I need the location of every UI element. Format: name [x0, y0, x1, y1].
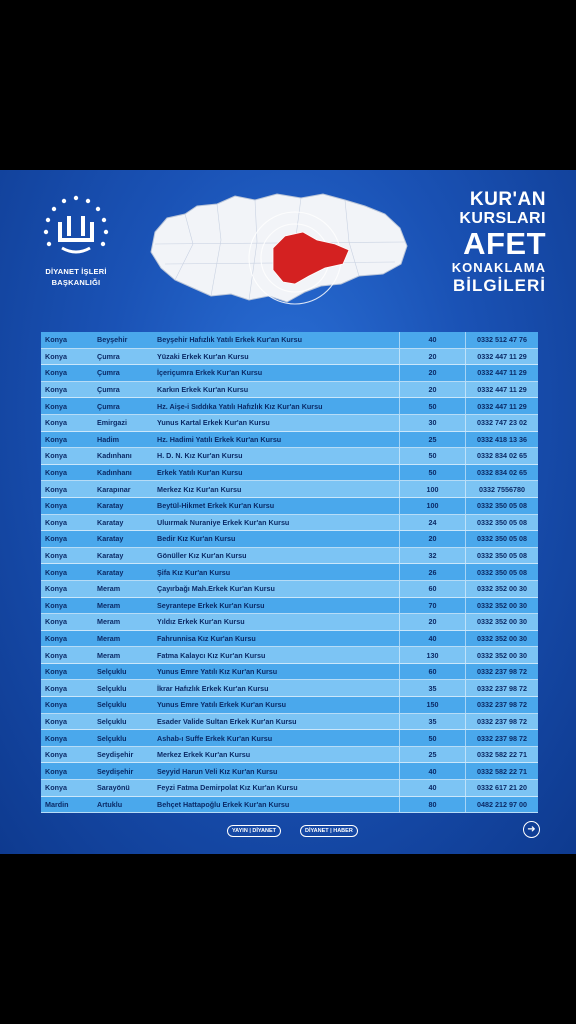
course-name-cell: İkrar Hafızlık Erkek Kur'an Kursu: [153, 680, 400, 696]
capacity-cell: 150: [400, 697, 466, 713]
turkey-map-icon: [145, 184, 413, 314]
district-cell: Meram: [97, 600, 121, 610]
capacity-cell: 35: [400, 680, 466, 696]
table-row: [41, 398, 538, 415]
city-cell: Konya: [45, 351, 67, 361]
district-cell: Hadim: [97, 434, 119, 444]
district-cell: Çumra: [97, 385, 120, 395]
district-cell: Çumra: [97, 368, 120, 378]
district-cell: Sarayönü: [97, 783, 130, 793]
city-cell: Konya: [45, 434, 67, 444]
course-name-cell: Yunus Kartal Erkek Kur'an Kursu: [153, 415, 400, 431]
city-cell: Mardin: [45, 799, 69, 809]
phone-cell: 0332 350 05 08: [477, 501, 527, 511]
city-cell: Konya: [45, 667, 67, 677]
course-name-cell: Uluırmak Nuraniye Erkek Kur'an Kursu: [153, 515, 400, 531]
course-name-cell: Yıldız Erkek Kur'an Kursu: [153, 614, 400, 630]
capacity-cell: 40: [400, 780, 466, 796]
district-cell: Meram: [97, 584, 121, 594]
phone-cell: 0332 352 00 30: [477, 600, 527, 610]
table-row: [41, 415, 538, 432]
capacity-cell: 20: [400, 531, 466, 547]
course-name-cell: Feyzi Fatma Demirpolat Kız Kur'an Kursu: [153, 780, 400, 796]
org-line-2: BAŞKANLIĞI: [51, 278, 101, 287]
course-name-cell: Merkez Kız Kur'an Kursu: [153, 481, 400, 497]
city-cell: Konya: [45, 584, 67, 594]
course-name-cell: Çayırbağı Mah.Erkek Kur'an Kursu: [153, 581, 400, 597]
capacity-cell: 20: [400, 614, 466, 630]
org-name: [20, 266, 132, 288]
title-line-1: KUR'AN: [469, 189, 546, 210]
city-cell: Konya: [45, 501, 67, 511]
capacity-cell: 130: [400, 647, 466, 663]
city-cell: Konya: [45, 551, 67, 561]
poster-title: [426, 190, 546, 295]
capacity-cell: 50: [400, 730, 466, 746]
city-cell: Konya: [45, 418, 67, 428]
city-cell: Konya: [45, 617, 67, 627]
city-cell: Konya: [45, 484, 67, 494]
district-cell: Meram: [97, 617, 121, 627]
announcement-poster: [0, 170, 576, 854]
district-cell: Artuklu: [97, 799, 123, 809]
phone-cell: 0332 418 13 36: [477, 434, 527, 444]
city-cell: Konya: [45, 451, 67, 461]
city-cell: Konya: [45, 683, 67, 693]
phone-cell: 0332 350 05 08: [477, 517, 527, 527]
capacity-cell: 20: [400, 382, 466, 398]
district-cell: Emirgazi: [97, 418, 127, 428]
table-row: [41, 730, 538, 747]
table-row: [41, 465, 538, 482]
capacity-cell: 100: [400, 481, 466, 497]
capacity-cell: 25: [400, 747, 466, 763]
city-cell: Konya: [45, 517, 67, 527]
phone-cell: 0332 237 98 72: [477, 700, 527, 710]
phone-cell: 0332 834 02 65: [477, 451, 527, 461]
table-row: [41, 697, 538, 714]
course-name-cell: Bedir Kız Kur'an Kursu: [153, 531, 400, 547]
table-row: [41, 614, 538, 631]
course-name-cell: Gönüller Kız Kur'an Kursu: [153, 548, 400, 564]
title-line-2: KURSLARI: [459, 210, 546, 227]
district-cell: Karatay: [97, 517, 124, 527]
city-cell: Konya: [45, 368, 67, 378]
phone-cell: 0332 237 98 72: [477, 683, 527, 693]
district-cell: Karatay: [97, 501, 124, 511]
city-cell: Konya: [45, 766, 67, 776]
capacity-cell: 20: [400, 365, 466, 381]
table-row: [41, 332, 538, 349]
capacity-cell: 40: [400, 332, 466, 348]
phone-cell: 0332 447 11 29: [477, 385, 527, 395]
diyanet-haber-badge[interactable]: DİYANET | HABER: [300, 825, 358, 837]
course-name-cell: Yunus Emre Yatılı Kız Kur'an Kursu: [153, 664, 400, 680]
table-row: [41, 714, 538, 731]
phone-cell: 0332 352 00 30: [477, 584, 527, 594]
course-table: [41, 332, 538, 813]
city-cell: Konya: [45, 783, 67, 793]
district-cell: Seydişehir: [97, 750, 134, 760]
table-row: [41, 598, 538, 615]
table-row: [41, 581, 538, 598]
district-cell: Selçuklu: [97, 733, 127, 743]
phone-cell: 0482 212 97 00: [477, 799, 527, 809]
table-row: [41, 747, 538, 764]
course-name-cell: Fatma Kalaycı Kız Kur'an Kursu: [153, 647, 400, 663]
phone-cell: 0332 237 98 72: [477, 667, 527, 677]
table-row: [41, 780, 538, 797]
course-name-cell: Esader Valide Sultan Erkek Kur'an Kursu: [153, 714, 400, 730]
district-cell: Selçuklu: [97, 716, 127, 726]
table-row: [41, 631, 538, 648]
title-line-4: KONAKLAMA: [451, 260, 546, 275]
title-line-3: AFET: [463, 226, 546, 261]
phone-cell: 0332 834 02 65: [477, 468, 527, 478]
capacity-cell: 35: [400, 714, 466, 730]
capacity-cell: 20: [400, 349, 466, 365]
phone-cell: 0332 7556780: [479, 484, 525, 494]
table-row: [41, 515, 538, 532]
city-cell: Konya: [45, 600, 67, 610]
district-cell: Beyşehir: [97, 335, 128, 345]
city-cell: Konya: [45, 750, 67, 760]
capacity-cell: 30: [400, 415, 466, 431]
course-name-cell: Karkın Erkek Kur'an Kursu: [153, 382, 400, 398]
phone-cell: 0332 582 22 71: [477, 750, 527, 760]
city-cell: Konya: [45, 716, 67, 726]
course-name-cell: Yunus Emre Yatılı Erkek Kur'an Kursu: [153, 697, 400, 713]
course-name-cell: Behçet Hattapoğlu Erkek Kur'an Kursu: [153, 797, 400, 813]
capacity-cell: 100: [400, 498, 466, 514]
district-cell: Karatay: [97, 567, 124, 577]
phone-cell: 0332 512 47 76: [477, 335, 527, 345]
phone-cell: 0332 352 00 30: [477, 633, 527, 643]
table-row: [41, 448, 538, 465]
district-cell: Karatay: [97, 534, 124, 544]
capacity-cell: 40: [400, 763, 466, 779]
course-name-cell: Yüzaki Erkek Kur'an Kursu: [153, 349, 400, 365]
capacity-cell: 24: [400, 515, 466, 531]
course-name-cell: Fahrunnisa Kız Kur'an Kursu: [153, 631, 400, 647]
capacity-cell: 40: [400, 631, 466, 647]
district-cell: Çumra: [97, 401, 120, 411]
course-name-cell: Erkek Yatılı Kur'an Kursu: [153, 465, 400, 481]
city-cell: Konya: [45, 633, 67, 643]
city-cell: Konya: [45, 335, 67, 345]
phone-cell: 0332 747 23 02: [477, 418, 527, 428]
city-cell: Konya: [45, 401, 67, 411]
phone-cell: 0332 447 11 29: [477, 351, 527, 361]
course-name-cell: İçeriçumra Erkek Kur'an Kursu: [153, 365, 400, 381]
course-name-cell: Ashab-ı Suffe Erkek Kur'an Kursu: [153, 730, 400, 746]
district-cell: Selçuklu: [97, 700, 127, 710]
org-line-1: DİYANET İŞLERİ: [45, 267, 107, 276]
course-name-cell: Şifa Kız Kur'an Kursu: [153, 564, 400, 580]
capacity-cell: 50: [400, 465, 466, 481]
phone-cell: 0332 350 05 08: [477, 534, 527, 544]
capacity-cell: 32: [400, 548, 466, 564]
course-name-cell: Seyrantepe Erkek Kur'an Kursu: [153, 598, 400, 614]
table-row: [41, 498, 538, 515]
course-name-cell: Merkez Erkek Kur'an Kursu: [153, 747, 400, 763]
table-row: [41, 365, 538, 382]
phone-cell: 0332 237 98 72: [477, 733, 527, 743]
district-cell: Kadınhanı: [97, 451, 132, 461]
city-cell: Konya: [45, 534, 67, 544]
district-cell: Selçuklu: [97, 683, 127, 693]
table-row: [41, 382, 538, 399]
district-cell: Meram: [97, 650, 121, 660]
table-row: [41, 481, 538, 498]
city-cell: Konya: [45, 650, 67, 660]
arrow-right-icon[interactable]: ➜: [523, 821, 540, 838]
phone-cell: 0332 352 00 30: [477, 650, 527, 660]
capacity-cell: 26: [400, 564, 466, 580]
capacity-cell: 50: [400, 398, 466, 414]
course-name-cell: Beyşehir Hafızlık Yatılı Erkek Kur'an Kursu: [153, 332, 400, 348]
table-row: [41, 349, 538, 366]
district-cell: Meram: [97, 633, 121, 643]
title-line-5: BİLGİLERİ: [452, 276, 546, 295]
capacity-cell: 50: [400, 448, 466, 464]
capacity-cell: 70: [400, 598, 466, 614]
course-name-cell: Beytül-Hikmet Erkek Kur'an Kursu: [153, 498, 400, 514]
course-name-cell: Hz. Hadimi Yatılı Erkek Kur'an Kursu: [153, 432, 400, 448]
capacity-cell: 80: [400, 797, 466, 813]
table-row: [41, 664, 538, 681]
phone-cell: 0332 237 98 72: [477, 716, 527, 726]
capacity-cell: 60: [400, 664, 466, 680]
phone-cell: 0332 352 00 30: [477, 617, 527, 627]
district-cell: Çumra: [97, 351, 120, 361]
table-row: [41, 548, 538, 565]
phone-cell: 0332 447 11 29: [477, 401, 527, 411]
phone-cell: 0332 617 21 20: [477, 783, 527, 793]
phone-cell: 0332 447 11 29: [477, 368, 527, 378]
district-cell: Karapınar: [97, 484, 131, 494]
table-row: [41, 647, 538, 664]
yayin-diyanet-badge[interactable]: YAYIN | DİYANET: [227, 825, 281, 837]
table-row: [41, 531, 538, 548]
table-row: [41, 564, 538, 581]
city-cell: Konya: [45, 700, 67, 710]
city-cell: Konya: [45, 385, 67, 395]
course-name-cell: H. D. N. Kız Kur'an Kursu: [153, 448, 400, 464]
capacity-cell: 60: [400, 581, 466, 597]
table-row: [41, 680, 538, 697]
table-row: [41, 797, 538, 814]
city-cell: Konya: [45, 733, 67, 743]
city-cell: Konya: [45, 567, 67, 577]
capacity-cell: 25: [400, 432, 466, 448]
table-row: [41, 432, 538, 449]
district-cell: Karatay: [97, 551, 124, 561]
phone-cell: 0332 350 05 08: [477, 551, 527, 561]
course-name-cell: Seyyid Harun Veli Kız Kur'an Kursu: [153, 763, 400, 779]
district-cell: Selçuklu: [97, 667, 127, 677]
phone-cell: 0332 582 22 71: [477, 766, 527, 776]
district-cell: Seydişehir: [97, 766, 134, 776]
table-row: [41, 763, 538, 780]
phone-cell: 0332 350 05 08: [477, 567, 527, 577]
diyanet-logo-icon: [38, 192, 114, 268]
district-cell: Kadınhanı: [97, 468, 132, 478]
course-name-cell: Hz. Aişe-i Sıddıka Yatılı Hafızlık Kız Kur'an Kursu: [153, 398, 400, 414]
city-cell: Konya: [45, 468, 67, 478]
